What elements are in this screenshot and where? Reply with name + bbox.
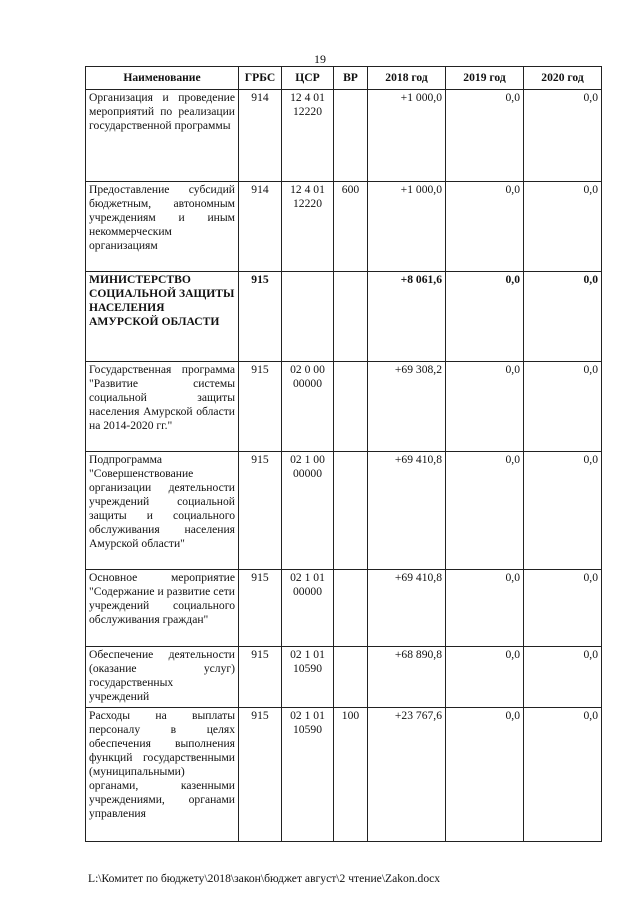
table-header-row (86, 67, 602, 90)
row-csr: 02 1 01 10590 (282, 647, 334, 708)
row-name: Государственная программа "Развитие системы социальной защиты населения Амурской области на 2014-2020 гг." (86, 362, 239, 452)
row-2019: 0,0 (446, 182, 524, 272)
row-2020: 0,0 (524, 647, 602, 708)
row-grbs: 914 (239, 182, 282, 272)
table-row (86, 452, 602, 570)
row-2018: +1 000,0 (368, 90, 446, 182)
row-name: Подпрограмма "Совершенствование организации деятельности учреждений социальной защиты и социального обслуживания населения Амурской области" (86, 452, 239, 570)
row-2020: 0,0 (524, 182, 602, 272)
row-2018: +68 890,8 (368, 647, 446, 708)
row-2019: 0,0 (446, 362, 524, 452)
row-2020: 0,0 (524, 90, 602, 182)
row-vr (334, 90, 368, 182)
row-2019: 0,0 (446, 272, 524, 362)
row-2018: +1 000,0 (368, 182, 446, 272)
row-name: Обеспечение деятельности (оказание услуг) государственных учреждений (86, 647, 239, 708)
row-2019: 0,0 (446, 708, 524, 842)
row-vr (334, 452, 368, 570)
row-grbs: 915 (239, 708, 282, 842)
row-2018: +69 410,8 (368, 570, 446, 647)
row-2019: 0,0 (446, 570, 524, 647)
col-header-2019: 2019 год (446, 67, 524, 90)
row-grbs: 915 (239, 570, 282, 647)
footer-file-path: L:\Комитет по бюджету\2018\закон\бюджет август\2 чтение\Zakon.docx (88, 872, 441, 885)
table-row (86, 570, 602, 647)
table-row (86, 362, 602, 452)
row-csr (282, 272, 334, 362)
row-2019: 0,0 (446, 647, 524, 708)
row-csr: 02 1 01 10590 (282, 708, 334, 842)
row-vr (334, 647, 368, 708)
table-row (86, 708, 602, 842)
col-header-vr: ВР (334, 67, 368, 90)
row-2018: +8 061,6 (368, 272, 446, 362)
row-csr: 02 1 01 00000 (282, 570, 334, 647)
row-2018: +69 308,2 (368, 362, 446, 452)
table-row (86, 272, 602, 362)
col-header-csr: ЦСР (282, 67, 334, 90)
row-name: Основное мероприятие "Содержание и развитие сети учреждений социального обслуживания граждан" (86, 570, 239, 647)
row-grbs: 915 (239, 647, 282, 708)
col-header-2018: 2018 год (368, 67, 446, 90)
row-2020: 0,0 (524, 362, 602, 452)
row-csr: 12 4 01 12220 (282, 90, 334, 182)
row-name: Расходы на выплаты персоналу в целях обеспечения выполнения функций государственными (муниципальными) органами, казенными учреждениями, органами управления (86, 708, 239, 842)
budget-table (85, 66, 602, 842)
row-name: Предоставление субсидий бюджетным, автономным учреждениям и иным некоммерческим организациям (86, 182, 239, 272)
row-name: Организация и проведение мероприятий по реализации государственной программы (86, 90, 239, 182)
row-vr: 100 (334, 708, 368, 842)
row-2020: 0,0 (524, 708, 602, 842)
col-header-2020: 2020 год (524, 67, 602, 90)
col-header-grbs: ГРБС (239, 67, 282, 90)
row-csr: 12 4 01 12220 (282, 182, 334, 272)
row-2018: +23 767,6 (368, 708, 446, 842)
col-header-name: Наименование (86, 67, 239, 90)
row-csr: 02 1 00 00000 (282, 452, 334, 570)
row-2019: 0,0 (446, 452, 524, 570)
table-row (86, 90, 602, 182)
row-grbs: 914 (239, 90, 282, 182)
row-vr (334, 362, 368, 452)
row-csr: 02 0 00 00000 (282, 362, 334, 452)
row-grbs: 915 (239, 362, 282, 452)
table-row (86, 647, 602, 708)
row-2020: 0,0 (524, 452, 602, 570)
table-row (86, 182, 602, 272)
row-2020: 0,0 (524, 272, 602, 362)
row-grbs: 915 (239, 272, 282, 362)
row-2019: 0,0 (446, 90, 524, 182)
row-2020: 0,0 (524, 570, 602, 647)
row-name: МИНИСТЕРСТВО СОЦИАЛЬНОЙ ЗАЩИТЫ НАСЕЛЕНИЯ АМУРСКОЙ ОБЛАСТИ (86, 272, 239, 362)
row-grbs: 915 (239, 452, 282, 570)
row-vr (334, 272, 368, 362)
row-vr: 600 (334, 182, 368, 272)
page-number: 19 (314, 52, 326, 66)
row-2018: +69 410,8 (368, 452, 446, 570)
row-vr (334, 570, 368, 647)
